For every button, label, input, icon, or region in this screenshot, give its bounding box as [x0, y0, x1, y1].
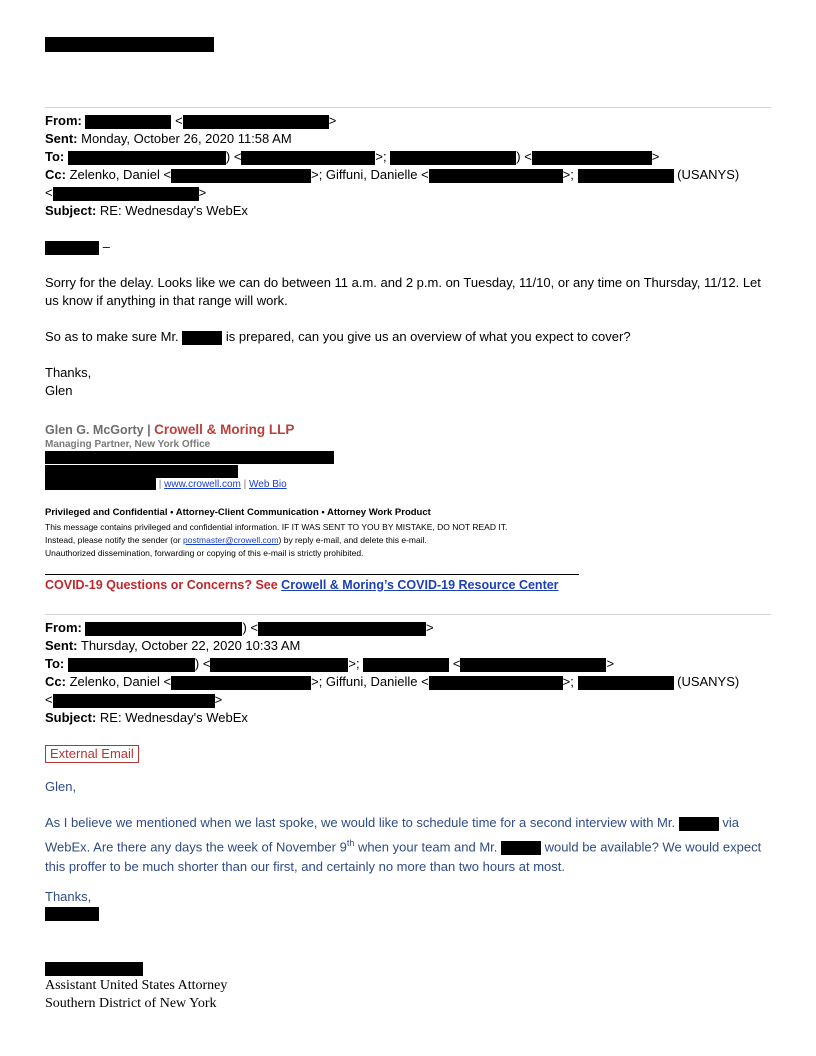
para-text: As I believe we mentioned when we last spoke, we would like to schedule time for a second interview with Mr.	[45, 815, 679, 830]
email1-signoff: Glen	[45, 383, 73, 398]
divider-email2	[45, 614, 771, 615]
email1-para2	[45, 328, 775, 346]
email1-subject-line	[45, 202, 248, 220]
signature-name-line	[45, 422, 294, 437]
redaction	[258, 622, 426, 636]
to-label: To:	[45, 149, 65, 164]
redaction	[429, 676, 563, 690]
redaction	[429, 169, 563, 183]
email2-thanks: Thanks,	[45, 889, 92, 904]
signature-links-line: | www.crowell.com | Web Bio	[45, 478, 287, 491]
subject-value: RE: Wednesday's WebEx	[99, 710, 248, 725]
email2-cc-line2: < >	[45, 692, 223, 707]
subject-label: Subject:	[45, 203, 97, 218]
web-bio-link[interactable]: Web Bio	[249, 479, 287, 490]
covid-rule	[45, 574, 579, 575]
para-text: via WebEx. Are there any days the week of November 9	[45, 815, 739, 855]
subject-label: Subject:	[45, 710, 97, 725]
para-text: when your team and Mr.	[354, 839, 502, 855]
cc-usanys: (USANYS)	[673, 167, 740, 182]
subject-value: RE: Wednesday's WebEx	[99, 203, 248, 218]
notice-line1: This message contains privileged and confidential information. IF IT WAS SENT TO YOU BY MISTAKE, DO NOT READ IT.	[45, 522, 508, 532]
sent-value: Monday, October 26, 2020 11:58 AM	[81, 131, 292, 146]
greeting-dash: –	[99, 239, 110, 254]
email1-cc-line2: < >	[45, 185, 207, 200]
email1-thanks: Thanks,	[45, 365, 92, 380]
cc-label: Cc:	[45, 167, 66, 182]
redaction	[241, 151, 375, 165]
redaction	[45, 451, 334, 464]
notice-text: ) by reply e-mail, and delete this e-mail.	[278, 535, 427, 545]
cc-text: >; Giffuni, Danielle <	[311, 674, 429, 689]
email1-to-line: To: ) < >; ) < >	[45, 149, 660, 164]
postmaster-link[interactable]: postmaster@crowell.com	[182, 535, 279, 545]
email1-greeting	[45, 238, 775, 256]
redaction-top-header	[45, 37, 214, 52]
email2-cc-line: Cc: Zelenko, Daniel < >; Giffuni, Danielle < >; (USANYS)	[45, 674, 740, 689]
email1-para1: Sorry for the delay. Looks like we can do between 11 a.m. and 2 p.m. on Tuesday, 11/10, or any time on Thursday, 11/12. Let us know if anything in that range will work.	[45, 275, 761, 308]
cc-usanys: (USANYS)	[673, 674, 740, 689]
email1-sent-line	[45, 130, 292, 148]
cc-label: Cc:	[45, 674, 66, 689]
redaction	[53, 694, 215, 708]
cc-text: Zelenko, Daniel <	[69, 167, 172, 182]
redaction	[183, 115, 329, 129]
from-label: From:	[45, 113, 82, 128]
notice-text: Instead, please notify the sender (or	[45, 535, 183, 545]
redaction	[501, 841, 541, 855]
divider-email1	[45, 107, 771, 108]
email1-from-line: From: < >	[45, 113, 337, 128]
firm-name: Crowell & Moring LLP	[154, 422, 295, 437]
redaction	[45, 241, 99, 255]
para2-text: is prepared, can you give us an overview of what you expect to cover?	[222, 329, 631, 344]
ordinal-suffix: th	[346, 838, 355, 848]
cc-text: Zelenko, Daniel <	[69, 674, 172, 689]
email2-para1	[45, 813, 775, 877]
website-link[interactable]: www.crowell.com	[164, 479, 241, 490]
aus-title: Assistant United States Attorney	[45, 978, 228, 993]
to-label: To:	[45, 656, 65, 671]
redaction	[45, 478, 156, 490]
redaction	[210, 658, 348, 672]
para-text: would be available? We would expect this proffer to be much shorter than our first, and certainly no more than two hours at most.	[45, 839, 762, 875]
sent-value: Thursday, October 22, 2020 10:33 AM	[80, 638, 301, 653]
privileged-heading: Privileged and Confidential • Attorney-Client Communication • Attorney Work Product	[45, 507, 431, 518]
covid-resource-link[interactable]: Crowell & Moring’s COVID-19 Resource Center	[281, 578, 559, 592]
redaction	[68, 151, 226, 165]
external-email-tag-wrap	[45, 745, 139, 763]
redaction	[532, 151, 652, 165]
redaction	[578, 676, 674, 690]
email2-sent-line	[45, 637, 300, 655]
redaction	[182, 331, 222, 345]
covid-text: COVID-19 Questions or Concerns? See	[45, 578, 282, 592]
email2-to-line: To: ) < >; < >	[45, 656, 615, 671]
redaction	[45, 465, 238, 478]
redaction-aus-name	[45, 962, 143, 976]
sent-label: Sent:	[45, 638, 78, 653]
signature-separator: |	[143, 423, 155, 437]
signature-name: Glen G. McGorty	[45, 423, 144, 437]
redaction	[460, 658, 606, 672]
redaction	[85, 115, 171, 129]
email1-cc-line: Cc: Zelenko, Daniel < >; Giffuni, Danielle < >; (USANYS)	[45, 167, 740, 182]
redaction	[68, 658, 195, 672]
redaction	[578, 169, 674, 183]
redaction	[171, 676, 311, 690]
external-email-tag: External Email	[45, 745, 139, 763]
redaction	[85, 622, 242, 636]
redaction	[363, 658, 449, 672]
signature-title: Managing Partner, New York Office	[45, 439, 211, 450]
redaction	[390, 151, 516, 165]
email2-subject-line	[45, 709, 248, 727]
notice-line2	[45, 534, 427, 547]
redaction	[53, 187, 199, 201]
email2-greeting: Glen,	[45, 779, 77, 794]
para2-text: So as to make sure Mr.	[45, 329, 183, 344]
from-label: From:	[45, 620, 82, 635]
redaction	[171, 169, 311, 183]
sent-label: Sent:	[45, 131, 78, 146]
covid-line	[45, 578, 559, 592]
cc-text: >; Giffuni, Danielle <	[311, 167, 429, 182]
aus-district: Southern District of New York	[45, 996, 217, 1011]
notice-line3: Unauthorized dissemination, forwarding or copying of this e-mail is strictly prohibited.	[45, 548, 364, 558]
redaction	[679, 817, 719, 831]
email2-from-line: From: ) < >	[45, 620, 434, 635]
redaction-email2-signoff	[45, 907, 99, 921]
